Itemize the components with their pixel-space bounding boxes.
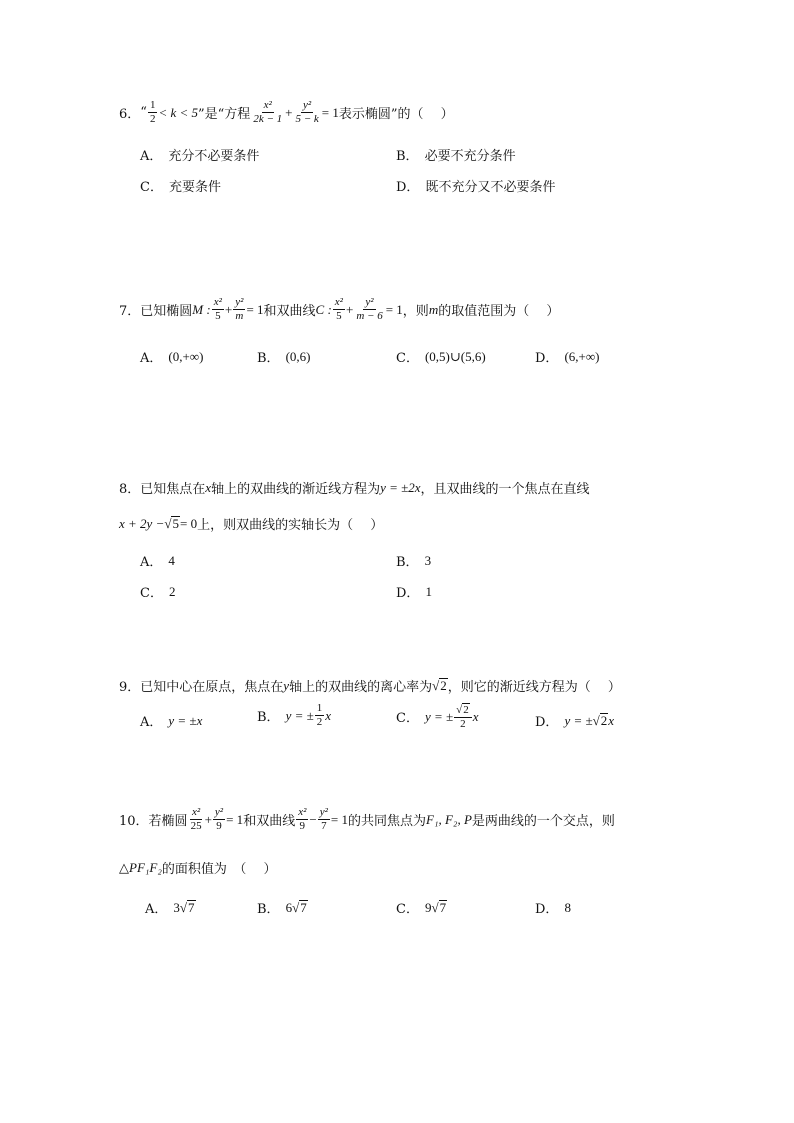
q8-option-a[interactable]: A． 4 xyxy=(140,552,175,570)
q9-option-c[interactable]: C． y = ± √ 2 2 x xyxy=(396,704,479,731)
q9-number: 9． xyxy=(119,680,141,695)
fraction: $\frac{\text{y²}}{7}$ xyxy=(319,806,328,832)
sqrt: √ 7 xyxy=(292,899,307,916)
sqrt: √ 2 xyxy=(432,677,447,694)
q6-option-d[interactable]: D． 既不充分又不必要条件 xyxy=(396,180,556,195)
q10-stem-line1: 10． 若椭圆 $\frac{\text{x²}}{25}$ + $\frac{\text{y²}}{9}$ = 1 和双曲线 $\frac{\text{x²}}{9}$ − $\frac{\text{y²}}{7}$ = 1 的共同焦点为 F₁, F₂, P 是两曲线的一个交点，则 xyxy=(119,806,615,832)
q6-option-c[interactable]: C． 充要条件 xyxy=(140,180,221,195)
fraction: $\frac{\text{x²}}{5}$ xyxy=(334,296,343,322)
fraction: $\frac{\text{y²}}{m - 6}$ xyxy=(356,296,383,322)
fraction: $\frac{\text{x²}}{5}$ xyxy=(213,296,222,322)
fraction: $\frac{\text{x²}}{2k - 1}$ xyxy=(253,99,283,125)
fraction: $\frac{\text{x²}}{9}$ xyxy=(298,806,307,832)
q6-option-a[interactable]: A． 充分不必要条件 xyxy=(140,149,260,164)
q10-number: 10． xyxy=(119,814,149,829)
q8-stem-line2: x + 2y − √ 5 = 0 上，则双曲线的实轴长为（ ） xyxy=(119,515,384,533)
fraction: √ 2 2 xyxy=(454,703,472,730)
fraction: $\frac{1}{2}$ xyxy=(316,702,323,728)
sqrt: √ 5 xyxy=(164,515,179,532)
q6-option-b[interactable]: B． 必要不充分条件 xyxy=(396,149,516,164)
q8-option-c[interactable]: C． 2 xyxy=(140,583,176,601)
q7-stem: 7． 已知椭圆 M : $\frac{\text{x²}}{5}$ + $\frac{\text{y²}}{m}$ = 1 和双曲线 C : $\frac{\text{x²}}{5}$ + $\frac{\text{y²}}{m - 6}$ = 1 ，则 m 的取值范围为（ ） xyxy=(119,296,560,322)
sqrt: √ 7 xyxy=(431,899,447,916)
q8-stem-line1: 8． 已知焦点在 x 轴上的双曲线的渐近线方程为 y = ±2x ，且双曲线的一个焦点在直线 xyxy=(119,479,590,497)
fraction: $\frac{\text{y²}}{m}$ xyxy=(235,296,244,322)
q6-number: 6． xyxy=(119,107,141,122)
q7-option-b[interactable]: B． (0,6) xyxy=(257,348,311,366)
q9-option-d[interactable]: D． y = ± √ 2 x xyxy=(535,712,615,730)
q6-stem: 6． “ $\frac{1}{2}$ < k < 5 ”是“方程 $\frac{\text{x²}}{2k - 1}$ + $\frac{\text{y²}}{5 - k}$ = 1 表示椭圆”的（ ） xyxy=(119,99,454,125)
q9-option-b[interactable]: B． y = ± $\frac{1}{2}$ x xyxy=(257,702,332,728)
q7-option-d[interactable]: D． (6,+∞) xyxy=(535,348,600,366)
fraction: $\frac{\text{y²}}{9}$ xyxy=(214,806,224,832)
q9-stem: 9． 已知中心在原点，焦点在 y 轴上的双曲线的离心率为 √ 2 ，则它的渐近线方程为（ ） xyxy=(119,677,621,695)
q8-option-b[interactable]: B． 3 xyxy=(396,552,432,570)
q10-option-c[interactable]: C． 9 √ 7 xyxy=(396,899,447,917)
fraction: $\frac{\text{y²}}{5 - k}$ xyxy=(295,99,319,125)
q10-option-d[interactable]: D． 8 xyxy=(535,899,571,917)
fraction: $\frac{\text{x²}}{25}$ xyxy=(190,806,202,832)
q8-number: 8． xyxy=(119,482,141,497)
q7-option-a[interactable]: A． (0,+∞) xyxy=(140,348,204,366)
sqrt: √ 2 xyxy=(592,712,608,729)
q7-option-c[interactable]: C． (0,5)∪(5,6) xyxy=(396,348,486,366)
fraction: $\frac{1}{2}$ xyxy=(149,99,156,125)
q9-option-a[interactable]: A． y = ±x xyxy=(140,712,203,730)
q10-option-b[interactable]: B． 6 √ 7 xyxy=(257,899,307,917)
sqrt: √ 7 xyxy=(179,899,195,916)
q8-option-d[interactable]: D． 1 xyxy=(396,583,432,601)
q10-option-a[interactable]: A． 3 √ 7 xyxy=(145,899,195,917)
q7-number: 7． xyxy=(119,304,141,319)
q10-stem-line2: △PF₁F₂ 的面积值为 （ ） xyxy=(119,859,277,877)
